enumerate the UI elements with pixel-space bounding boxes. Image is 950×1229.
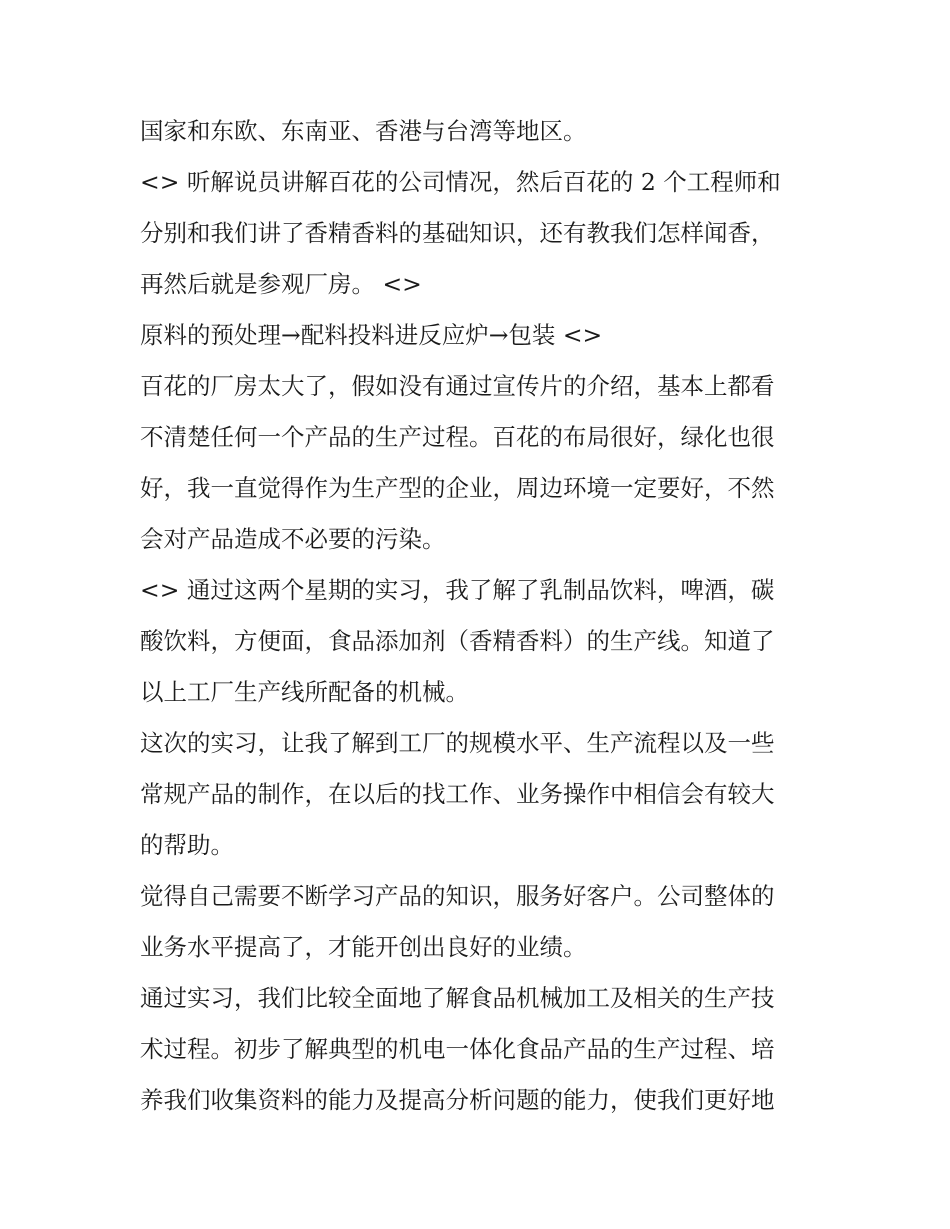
- document-body: [140, 106, 820, 1126]
- text-line: 以上工厂生产线所配备的机械。: [140, 678, 469, 706]
- text-line: 养我们收集资料的能力及提高分析问题的能力，使我们更好地: [140, 1086, 775, 1114]
- text-line: 通过实习，我们比较全面地了解食品机械加工及相关的生产技: [140, 984, 775, 1012]
- text-line: 术过程。初步了解典型的机电一体化食品产品的生产过程、培: [140, 1035, 775, 1063]
- text-line: 原料的预处理→配料投料进反应炉→包装 <>: [140, 321, 603, 349]
- text-line: 这次的实习，让我了解到工厂的规模水平、生产流程以及一些: [140, 729, 775, 757]
- text-line: 分别和我们讲了香精香料的基础知识，还有教我们怎样闻香，: [140, 219, 775, 247]
- text-line: 酸饮料，方便面，食品添加剂（香精香料）的生产线。知道了: [140, 627, 775, 655]
- text-line: 百花的厂房太大了，假如没有通过宣传片的介绍，基本上都看: [140, 372, 775, 400]
- text-line: 不清楚任何一个产品的生产过程。百花的布局很好，绿化也很: [140, 423, 775, 451]
- text-line: 国家和东欧、东南亚、香港与台湾等地区。: [140, 117, 587, 145]
- text-line: 业务水平提高了，才能开创出良好的业绩。: [140, 933, 587, 961]
- text-line: 会对产品造成不必要的污染。: [140, 525, 446, 553]
- text-line: <> 听解说员讲解百花的公司情况，然后百花的 2 个工程师和: [140, 168, 781, 196]
- text-line: 觉得自己需要不断学习产品的知识，服务好客户。公司整体的: [140, 882, 775, 910]
- text-line: 的帮助。: [140, 831, 234, 859]
- text-line: 再然后就是参观厂房。 <>: [140, 270, 422, 298]
- text-line: 好，我一直觉得作为生产型的企业，周边环境一定要好，不然: [140, 474, 775, 502]
- text-line: <> 通过这两个星期的实习，我了解了乳制品饮料，啤酒，碳: [140, 576, 775, 604]
- text-line: 常规产品的制作，在以后的找工作、业务操作中相信会有较大: [140, 780, 775, 808]
